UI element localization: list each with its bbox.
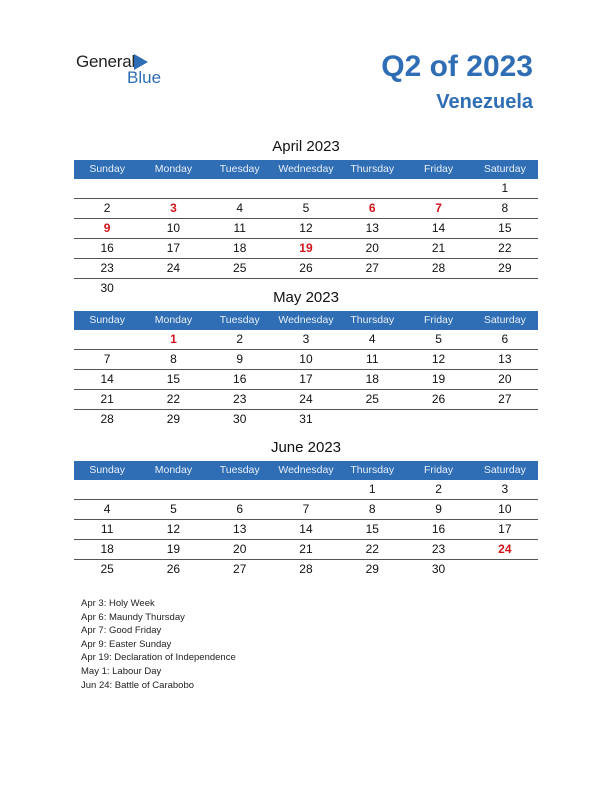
day-cell: 23: [100, 261, 114, 275]
day-cell: 23: [431, 542, 446, 556]
day-cell: 13: [498, 352, 512, 366]
day-cell: 21: [431, 241, 446, 255]
day-cell: 14: [299, 522, 313, 536]
day-cell: 13: [365, 221, 379, 235]
day-cell: 24: [166, 261, 181, 275]
week-row: [74, 560, 538, 580]
holiday-note: May 1: Labour Day: [81, 665, 162, 677]
day-cell: 15: [166, 372, 181, 386]
day-cell: 26: [166, 562, 181, 576]
holiday-day-cell: 1: [170, 332, 177, 346]
empty-day-cell: [207, 179, 273, 198]
weekday-label: Monday: [154, 464, 193, 476]
country-name: Venezuela: [436, 91, 533, 113]
day-cell: 16: [431, 522, 446, 536]
day-cell: 28: [431, 261, 446, 275]
month-title: June 2023: [270, 439, 342, 456]
month-june: [74, 437, 538, 580]
day-cell: 9: [435, 502, 442, 516]
week-row: [74, 500, 538, 520]
holiday-note: Apr 9: Easter Sunday: [81, 638, 172, 650]
empty-day-cell: [405, 179, 471, 198]
day-cell: 10: [498, 502, 512, 516]
week-row: [74, 350, 538, 370]
day-cell: 18: [100, 542, 114, 556]
day-cell: 20: [233, 542, 247, 556]
day-cell: 22: [166, 392, 181, 406]
weekday-label: Sunday: [89, 163, 125, 175]
empty-day-cell: [273, 179, 339, 198]
day-cell: 25: [100, 562, 114, 576]
day-cell: 3: [302, 332, 310, 346]
weekday-label: Wednesday: [278, 163, 334, 175]
month-grid: [74, 179, 538, 299]
day-cell: 29: [498, 261, 512, 275]
weekday-label: Saturday: [483, 163, 526, 175]
week-row: [74, 410, 538, 430]
weekday-label: Friday: [423, 314, 454, 326]
day-cell: 19: [431, 372, 446, 386]
empty-day-cell: [207, 480, 273, 499]
empty-day-cell: [472, 560, 538, 580]
month-grid: [74, 480, 538, 580]
empty-day-cell: [74, 480, 140, 499]
week-row: [74, 239, 538, 259]
day-cell: 4: [236, 201, 244, 215]
day-cell: 22: [498, 241, 512, 255]
day-cell: 1: [501, 181, 509, 195]
day-cell: 11: [233, 221, 246, 235]
day-cell: 14: [431, 221, 446, 235]
holiday-day-cell: 24: [498, 542, 512, 556]
day-cell: 20: [365, 241, 379, 255]
day-cell: 3: [501, 482, 509, 496]
logo-text-blue: Blue: [127, 68, 162, 87]
month-title: April 2023: [272, 138, 340, 155]
day-cell: 4: [103, 502, 111, 516]
day-cell: 9: [236, 352, 244, 366]
day-cell: 8: [501, 201, 509, 215]
empty-day-cell: [74, 179, 140, 198]
day-cell: 5: [170, 502, 177, 516]
weekday-label: Sunday: [89, 314, 125, 326]
day-cell: 7: [302, 502, 310, 516]
week-row: [74, 480, 538, 500]
day-cell: 28: [299, 562, 313, 576]
day-cell: 16: [100, 241, 114, 255]
day-cell: 2: [236, 332, 244, 346]
day-cell: 27: [498, 392, 512, 406]
day-cell: 31: [299, 412, 313, 426]
day-cell: 30: [100, 281, 114, 295]
day-cell: 19: [166, 542, 181, 556]
weekday-label: Monday: [154, 163, 193, 175]
day-cell: 29: [166, 412, 181, 426]
holiday-list: [81, 597, 236, 692]
weekday-label: Thursday: [350, 163, 395, 175]
week-row: [74, 520, 538, 540]
holiday-note: Apr 6: Maundy Thursday: [81, 611, 185, 623]
day-cell: 2: [103, 201, 111, 215]
holiday-note: Apr 7: Good Friday: [81, 625, 162, 637]
holiday-day-cell: 19: [299, 241, 313, 255]
week-row: [74, 540, 538, 560]
day-cell: 17: [166, 241, 181, 255]
empty-day-cell: [74, 330, 140, 349]
week-row: [74, 199, 538, 219]
week-row: [74, 179, 538, 199]
day-cell: 25: [233, 261, 247, 275]
day-cell: 20: [498, 372, 512, 386]
weekday-label: Thursday: [350, 314, 395, 326]
holiday-note: Apr 3: Holy Week: [81, 598, 155, 609]
weekday-header: [74, 461, 538, 480]
day-cell: 10: [299, 352, 313, 366]
weekday-label: Tuesday: [219, 314, 260, 326]
day-cell: 15: [365, 522, 379, 536]
weekday-label: Thursday: [350, 464, 395, 476]
day-cell: 6: [501, 332, 509, 346]
brand-logo: [76, 52, 186, 88]
week-row: [74, 390, 538, 410]
day-cell: 22: [365, 542, 379, 556]
day-cell: 16: [233, 372, 247, 386]
week-row: [74, 219, 538, 239]
weekday-header: [74, 311, 538, 330]
week-row: [74, 330, 538, 350]
day-cell: 29: [365, 562, 379, 576]
day-cell: 17: [299, 372, 313, 386]
day-cell: 27: [365, 261, 379, 275]
day-cell: 11: [100, 522, 114, 536]
day-cell: 5: [435, 332, 442, 346]
day-cell: 25: [365, 392, 379, 406]
weekday-label: Tuesday: [219, 464, 260, 476]
day-cell: 6: [236, 502, 244, 516]
logo-text-general: General: [76, 52, 136, 71]
day-cell: 8: [170, 352, 177, 366]
month-title: May 2023: [273, 289, 339, 306]
day-cell: 18: [233, 241, 247, 255]
day-cell: 30: [431, 562, 446, 576]
week-row: [74, 370, 538, 390]
day-cell: 30: [233, 412, 247, 426]
day-cell: 26: [431, 392, 446, 406]
page-title: Q2 of 2023: [381, 50, 533, 83]
day-cell: 28: [100, 412, 114, 426]
holiday-day-cell: 7: [435, 201, 442, 215]
day-cell: 2: [435, 482, 442, 496]
day-cell: 11: [366, 352, 379, 366]
week-row: [74, 259, 538, 279]
day-cell: 12: [166, 522, 181, 536]
empty-day-cell: [339, 410, 405, 430]
day-cell: 23: [233, 392, 247, 406]
weekday-label: Wednesday: [278, 314, 334, 326]
empty-day-cell: [339, 179, 405, 198]
holiday-note: Apr 19: Declaration of Independence: [81, 652, 236, 664]
holiday-day-cell: 6: [368, 201, 376, 215]
weekday-label: Wednesday: [278, 464, 334, 476]
month-april: [74, 136, 538, 299]
day-cell: 13: [233, 522, 247, 536]
holiday-day-cell: 3: [170, 201, 177, 215]
month-grid: [74, 330, 538, 430]
day-cell: 10: [166, 221, 181, 235]
weekday-label: Saturday: [483, 464, 526, 476]
day-cell: 26: [299, 261, 313, 275]
weekday-label: Friday: [423, 163, 454, 175]
weekday-label: Tuesday: [219, 163, 260, 175]
weekday-label: Friday: [423, 464, 454, 476]
weekday-label: Sunday: [89, 464, 125, 476]
empty-day-cell: [273, 480, 339, 499]
day-cell: 24: [299, 392, 313, 406]
day-cell: 27: [233, 562, 247, 576]
day-cell: 21: [299, 542, 313, 556]
day-cell: 14: [100, 372, 114, 386]
holiday-note: Jun 24: Battle of Carabobo: [81, 679, 195, 691]
day-cell: 12: [299, 221, 313, 235]
day-cell: 21: [100, 392, 114, 406]
day-cell: 18: [365, 372, 379, 386]
empty-day-cell: [140, 179, 206, 198]
empty-day-cell: [405, 410, 471, 430]
day-cell: 5: [302, 201, 310, 215]
weekday-label: Saturday: [483, 314, 526, 326]
weekday-header: [74, 160, 538, 179]
holiday-day-cell: 9: [103, 221, 111, 235]
weekday-label: Monday: [154, 314, 193, 326]
day-cell: 12: [431, 352, 446, 366]
day-cell: 1: [368, 482, 376, 496]
empty-day-cell: [140, 480, 206, 499]
day-cell: 4: [368, 332, 376, 346]
day-cell: 15: [498, 221, 512, 235]
month-may: [74, 287, 538, 430]
day-cell: 17: [498, 522, 512, 536]
empty-day-cell: [472, 410, 538, 430]
day-cell: 7: [103, 352, 111, 366]
day-cell: 8: [368, 502, 376, 516]
